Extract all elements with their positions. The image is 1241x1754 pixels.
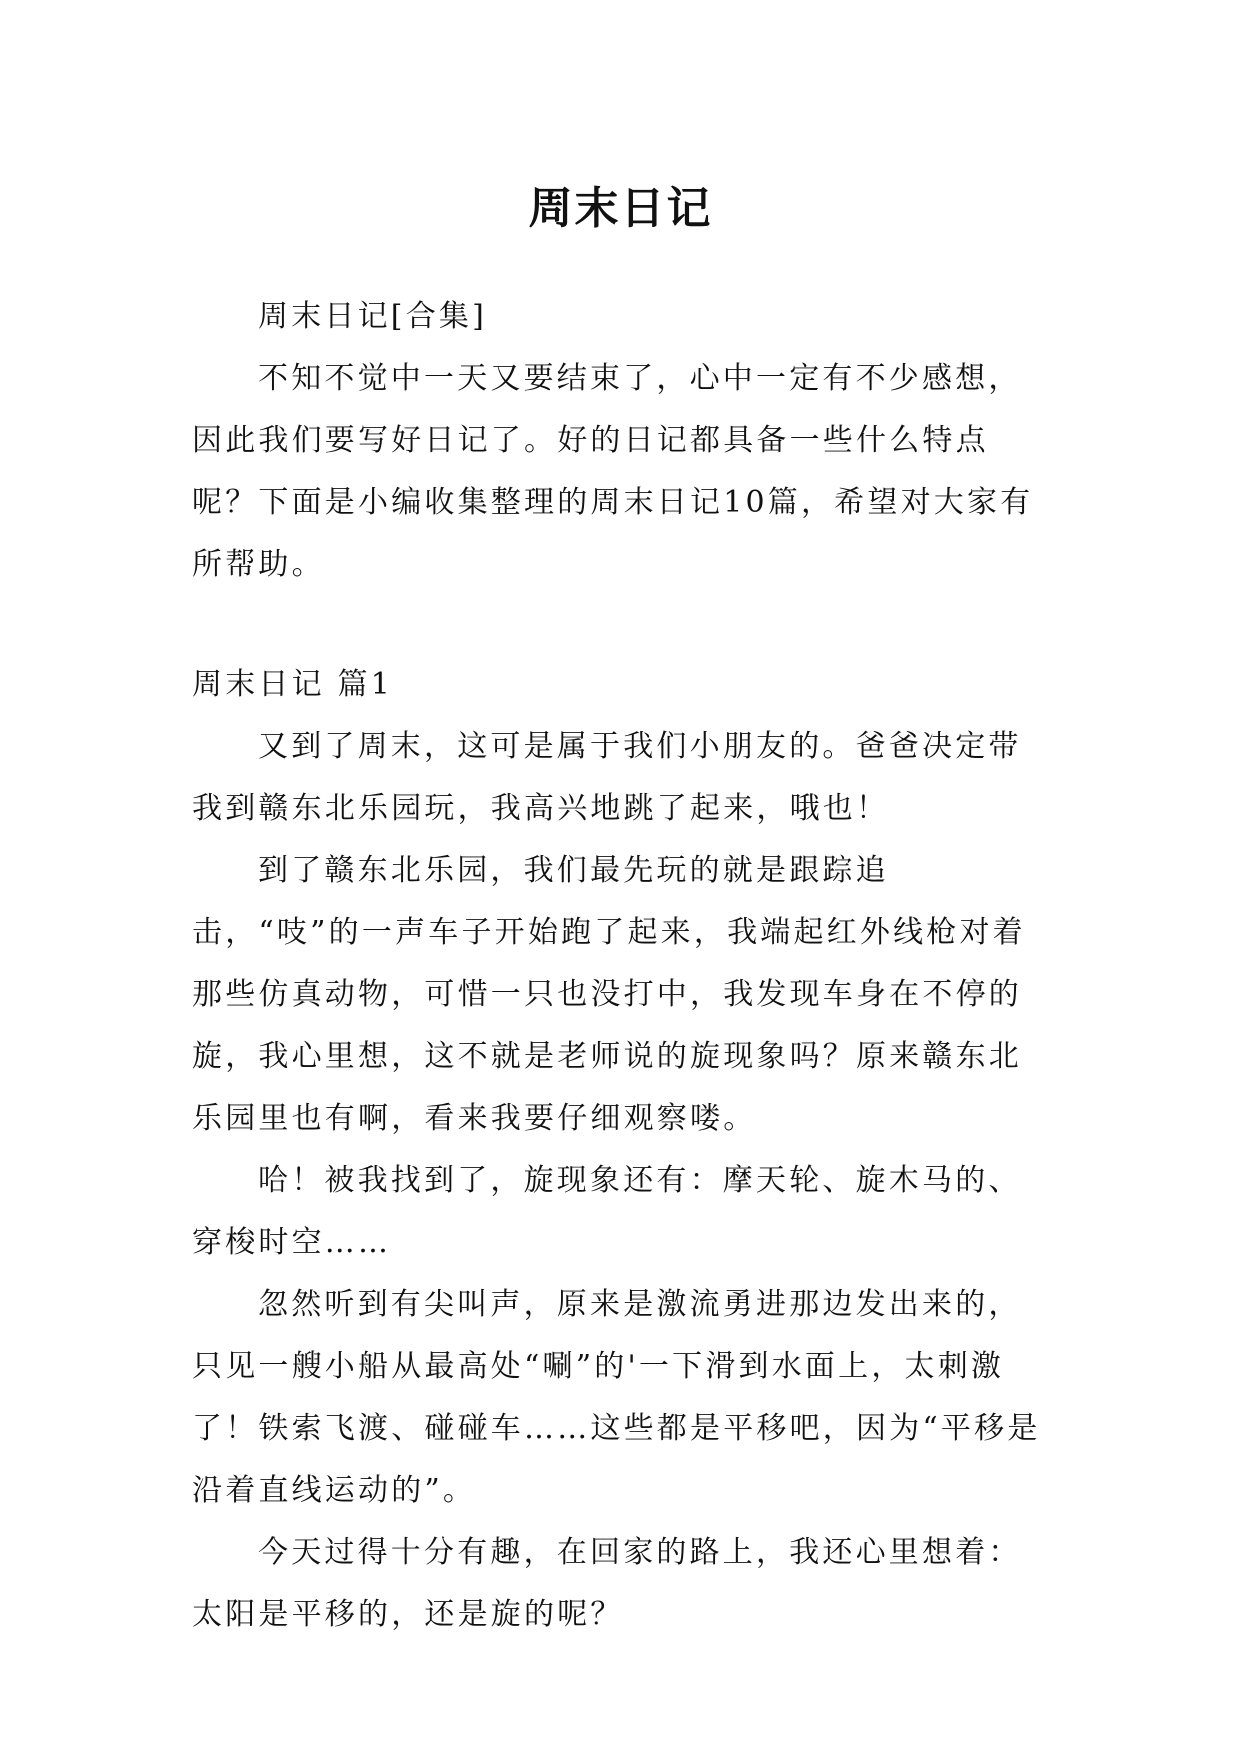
intro-paragraph: 不知不觉中一天又要结束了，心中一定有不少感想，因此我们要写好日记了。好的日记都具备一些什么特点呢？下面是小编收集整理的周末日记10篇，希望对大家有所帮助。 (192, 361, 1034, 582)
intro-subtitle: 周末日记[合集] (258, 299, 488, 334)
section-heading: 周末日记 篇1 (192, 667, 394, 702)
section-spacer (192, 596, 1052, 654)
page-title: 周末日记 (528, 183, 713, 235)
body-paragraph: 又到了周末，这可是属于我们小朋友的。爸爸决定带我到赣东北乐园玩，我高兴地跳了起来，哦也！ (192, 729, 1022, 826)
body-paragraph: 忽然听到有尖叫声，原来是激流勇进那边发出来的，只见一艘小船从最高处“唰”的'一下滑到水面上，太刺激了！铁索飞渡、碰碰车……这些都是平移吧，因为“平移是沿着直线运动的”。 (192, 1287, 1041, 1508)
body-paragraph: 今天过得十分有趣，在回家的路上，我还心里想着：太阳是平移的，还是旋的呢？ (192, 1535, 1022, 1632)
body-paragraph: 到了赣东北乐园，我们最先玩的就是跟踪追击，“吱”的一声车子开始跑了起来，我端起红外线枪对着那些仿真动物，可惜一只也没打中，我发现车身在不停的旋，我心里想，这不就是老师说的旋现象吗？原来赣东北乐园里也有啊，看来我要仔细观察喽。 (192, 853, 1026, 1136)
body-paragraph: 哈！被我找到了，旋现象还有：摩天轮、旋木马的、穿梭时空…… (192, 1163, 1022, 1260)
document-body (192, 286, 1052, 1646)
